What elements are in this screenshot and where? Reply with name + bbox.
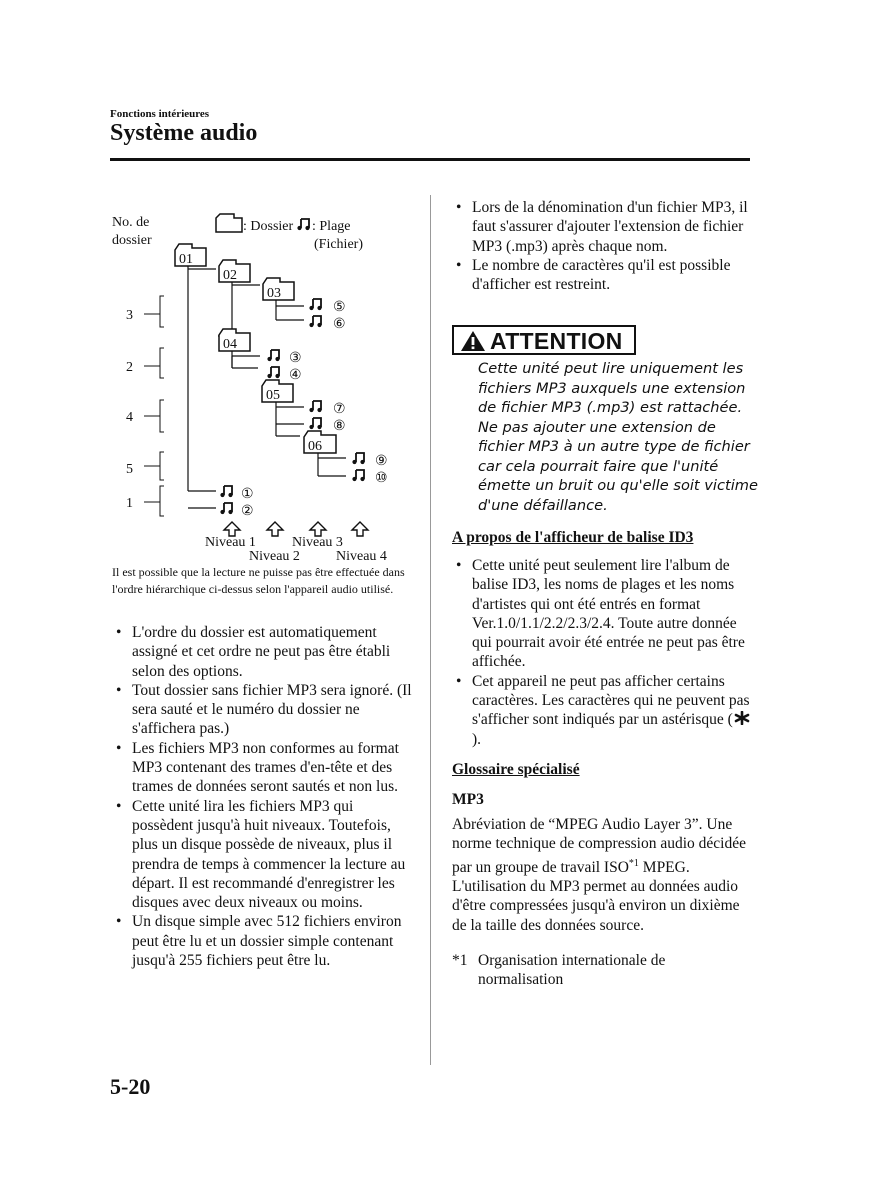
folder-icon (216, 214, 242, 232)
track-icon (309, 316, 321, 327)
track-number: ⑧ (333, 419, 346, 434)
track-icon (267, 367, 279, 378)
term-heading: MP3 (452, 791, 484, 808)
arrow-up-icon (224, 522, 240, 536)
track-number: ⑩ (375, 471, 388, 486)
level-label: Niveau 4 (336, 549, 387, 564)
list-item-text: ). (472, 730, 482, 748)
track-icon (352, 470, 364, 481)
list-item-text: Cet appareil ne peut pas afficher certains caractères. Les caractères qui ne peuvent pas s'afficher sont indiqués par un astérisque ( (472, 672, 750, 729)
list-item (452, 672, 752, 749)
arrow-up-icon (352, 522, 368, 536)
arrow-up-icon (310, 522, 326, 536)
folder-number: 2 (126, 360, 133, 375)
column-divider (430, 195, 431, 1065)
track-icon (309, 418, 321, 429)
footnote-text: Organisation internationale de normalisation (478, 952, 666, 989)
list-item: • Cette unité lira les fichiers MP3 qui possèdent jusqu'à huit niveaux. Toutefois, plus un disque possède de niveaux, plus il prendra de temps à commencer la lecture au départ. Il est recommandé d'enregistrer les disques avec deux niveaux ou moins. (112, 797, 417, 913)
folder-no-label: No. de (112, 215, 150, 230)
track-icon (309, 401, 321, 412)
glossary-heading: Glossaire spécialisé (452, 761, 580, 778)
folder-04: 04 (223, 337, 237, 352)
page-title: Système audio (110, 120, 258, 146)
list-item: • Les fichiers MP3 non conformes au format MP3 contenant des trames d'en-tête et des trames de données seront sautés et non lus. (112, 739, 417, 797)
list-item: • Le nombre de caractères qu'il est possible d'afficher est restreint. (452, 256, 752, 295)
level-label: Niveau 3 (292, 535, 343, 550)
track-icon (220, 486, 232, 497)
folder-number: 3 (126, 308, 133, 323)
footnote-label: *1 (452, 952, 468, 969)
folder-01: 01 (179, 252, 193, 267)
title-rule (110, 158, 750, 161)
track-icon (309, 299, 321, 310)
list-item: • Tout dossier sans fichier MP3 sera ignoré. (Il sera sauté et le numéro du dossier ne s'affichera pas.) (112, 681, 417, 739)
track-number: ⑥ (333, 317, 346, 332)
folder-02: 02 (223, 268, 237, 283)
track-number: ① (241, 487, 254, 502)
track-icon (267, 350, 279, 361)
footnote-ref: *1 (628, 857, 639, 869)
track-number: ④ (289, 368, 302, 383)
folder-number: 5 (126, 462, 133, 477)
folder-number: 4 (126, 410, 133, 425)
definition-text: MPEG. L'utilisation du MP3 permet au données audio d'être compressées jusqu'à environ un dixième de la taille des données source. (452, 858, 740, 934)
list-item: • Lors de la dénomination d'un fichier MP3, il faut s'assurer d'ajouter l'extension de fichier MP3 (.mp3) après chaque nom. (452, 198, 752, 256)
list-item: • Cette unité peut seulement lire l'album de balise ID3, les noms de plages et les noms d'artistes qui ont été entrés en format Ver.1.0/1.1/2.2/2.3/2.4. Toute autre donnée qui pourrait avoir été entrée ne peut pas être affichée. (452, 556, 752, 672)
folder-05: 05 (266, 388, 280, 403)
warning-icon (460, 330, 486, 352)
folder-no-label-2: dossier (112, 233, 152, 248)
asterisk-icon (733, 711, 751, 725)
attention-label: ATTENTION (490, 328, 623, 354)
level-label: Niveau 2 (249, 549, 300, 564)
id3-heading: A propos de l'afficheur de balise ID3 (452, 529, 694, 546)
track-number: ③ (289, 351, 302, 366)
left-bullet-list (112, 623, 417, 970)
page-number: 5-20 (110, 1074, 151, 1099)
track-number: ② (241, 504, 254, 519)
list-item: • Un disque simple avec 512 fichiers environ peut être lu et un dossier simple contenant jusqu'à 255 fichiers peut être lu. (112, 912, 417, 970)
definition-text: Abréviation de “MPEG Audio Layer 3”. Une norme technique de compression audio décidée par un groupe de travail ISO (452, 816, 746, 876)
folder-06: 06 (308, 439, 322, 454)
track-number: ⑨ (375, 454, 388, 469)
folder-number: 1 (126, 496, 133, 511)
attention-box (452, 325, 636, 355)
legend-file: (Fichier) (314, 237, 363, 252)
footnote (452, 951, 752, 990)
attention-text: Cette unité peut lire uniquement les fichiers MP3 auxquels une extension de fichier MP3 (.mp3) est rattachée. Ne pas ajouter une extension de fichier MP3 à un autre type de fichier car cela pourrait faire que l'unité émette un bruit ou qu'elle soit victime d'une défaillance. (478, 360, 758, 514)
arrow-up-icon (267, 522, 283, 536)
id3-bullet-list (452, 556, 752, 749)
legend-track: : Plage (312, 219, 351, 234)
track-number: ⑤ (333, 300, 346, 315)
track-icon (220, 503, 232, 514)
track-number: ⑦ (333, 402, 346, 417)
level-label: Niveau 1 (205, 535, 256, 550)
term-definition (452, 815, 752, 935)
folder-hierarchy-diagram (108, 208, 408, 568)
right-bullet-list-top (452, 198, 752, 294)
track-icon (352, 453, 364, 464)
list-item: • L'ordre du dossier est automatiquement assigné et cet ordre ne peut pas être établi selon des options. (112, 623, 417, 681)
section-label: Fonctions intérieures (110, 108, 210, 120)
legend-folder: : Dossier (243, 219, 294, 234)
track-icon (297, 219, 309, 230)
folder-03: 03 (267, 286, 281, 301)
diagram-caption: Il est possible que la lecture ne puisse pas être effectuée dans l'ordre hiérarchique ci-dessus selon l'appareil audio utilisé. (112, 565, 405, 596)
